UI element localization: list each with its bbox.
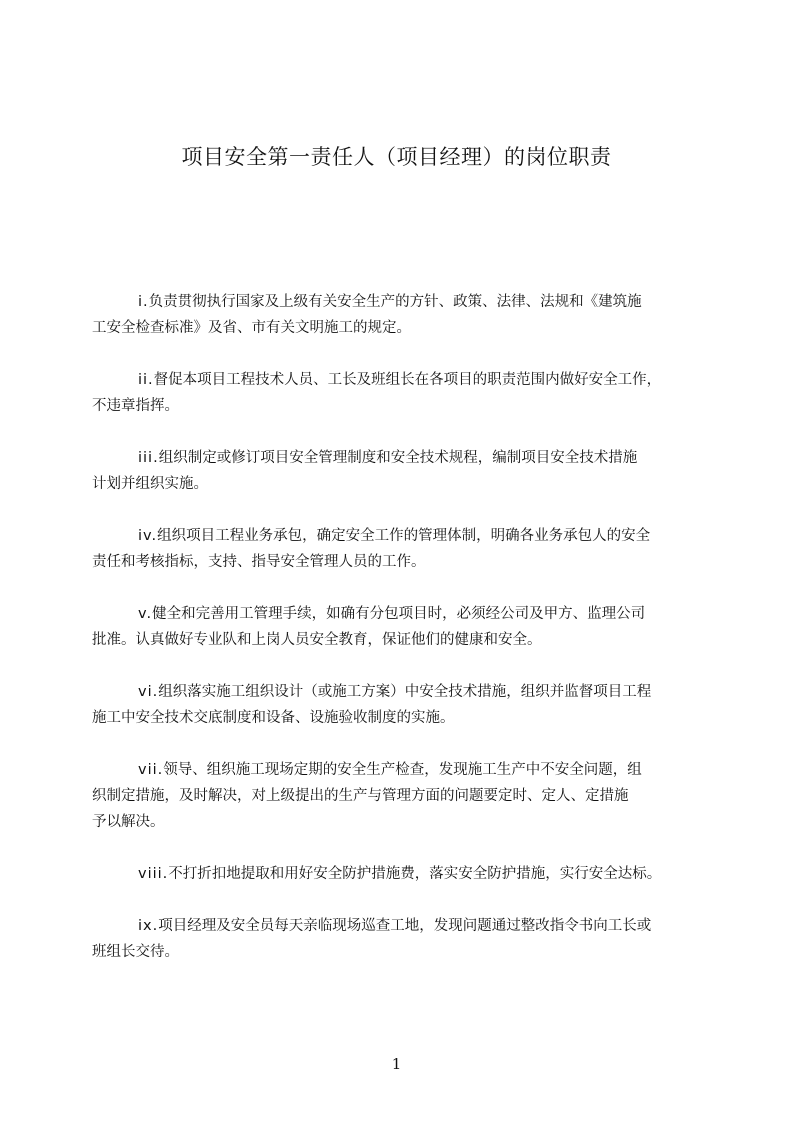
item-text: 批准。认真做好专业队和上岗人员安全教育，保证他们的健康和安全。 [92, 632, 542, 648]
item-number: vii. [138, 762, 164, 778]
item-number: ix. [138, 918, 159, 934]
list-item [92, 445, 717, 497]
item-text: 织制定措施，及时解决，对上级提出的生产与管理方面的问题要定时、定人、定措施 [92, 788, 629, 804]
item-text: 计划并组织实施。 [92, 476, 208, 492]
item-text: 不违章指挥。 [92, 398, 179, 414]
item-text: 项目经理及安全员每天亲临现场巡查工地，发现问题通过整改指令书向工长或 [158, 918, 652, 934]
list-item [92, 861, 717, 887]
list-item [92, 523, 717, 575]
page-title: 项目安全第一责任人（项目经理）的岗位职责 [181, 145, 612, 169]
item-text: 健全和完善用工管理手续，如确有分包项目时，必须经公司及甲方、监理公司 [152, 606, 646, 622]
item-number: iv. [138, 528, 158, 544]
item-number: iii. [138, 450, 159, 466]
item-number: ii. [138, 372, 154, 388]
item-number: v. [138, 606, 153, 622]
item-text: 组织项目工程业务承包，确定安全工作的管理体制，明确各业务承包人的安全 [157, 528, 651, 544]
item-text: 责任和考核指标，支持、指导安全管理人员的工作。 [92, 554, 426, 570]
item-text: 不打折扣地提取和用好安全防护措施费，落实安全防护措施，实行安全达标。 [168, 866, 662, 882]
item-text: 督促本项目工程技术人员、工长及班组长在各项目的职责范围内做好安全工作， [153, 372, 662, 388]
item-number: viii. [138, 866, 169, 882]
item-text: 组织制定或修订项目安全管理制度和安全技术规程，编制项目安全技术措施 [158, 450, 638, 466]
list-item [92, 757, 717, 835]
item-text: 予以解决。 [92, 814, 165, 830]
item-number: vi. [138, 684, 159, 700]
list-item [92, 913, 717, 965]
page-number: 1 [391, 1055, 402, 1073]
item-text: 负责贯彻执行国家及上级有关安全生产的方针、政策、法律、法规和《建筑施 [148, 294, 642, 310]
list-item [92, 367, 717, 419]
list-item [92, 289, 717, 341]
item-text: 施工中安全技术交底制度和设备、设施验收制度的实施。 [92, 710, 455, 726]
list-item [92, 601, 717, 653]
item-number: i. [138, 294, 149, 310]
item-text: 工安全检查标准》及省、市有关文明施工的规定。 [92, 320, 411, 336]
list-item [92, 679, 717, 731]
document-body [92, 289, 717, 991]
item-text: 组织落实施工组织设计（或施工方案）中安全技术措施，组织并监督项目工程 [158, 684, 652, 700]
item-text: 领导、组织施工现场定期的安全生产检查，发现施工生产中不安全问题，组 [163, 762, 642, 778]
item-text: 班组长交待。 [92, 944, 179, 960]
